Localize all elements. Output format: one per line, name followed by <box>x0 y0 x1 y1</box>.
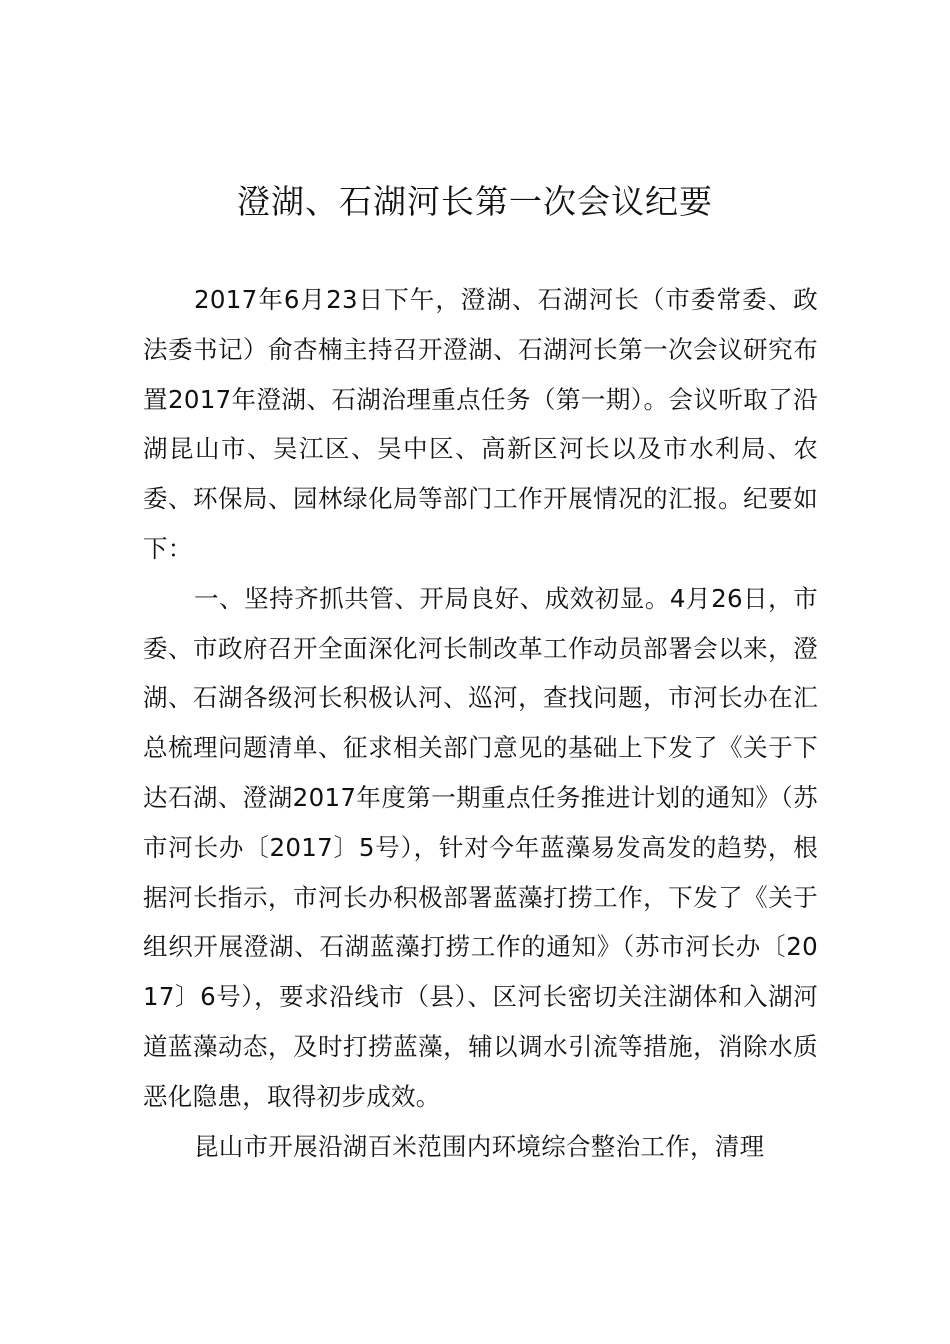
document-title: 澄湖、石湖河长第一次会议纪要 <box>237 182 713 221</box>
paragraph-meeting-overview: 2017年6月23日下午，澄湖、石湖河长（市委常委、政法委书记）俞杏楠主持召开澄湖、石湖河长第一次会议研究布置2017年澄湖、石湖治理重点任务（第一期）。会议听取了沿湖昆山市、吴江区、吴中区、高新区河长以及市水利局、农委、环保局、园林绿化局等部门工作开展情况的汇报。纪要如下： <box>143 285 818 563</box>
document-body <box>143 275 818 1171</box>
paragraph-section-one: 一、坚持齐抓共管、开局良好、成效初显。4月26日，市委、市政府召开全面深化河长制改革工作动员部署会以来，澄湖、石湖各级河长积极认河、巡河，查找问题，市河长办在汇总梳理问题清单、征求相关部门意见的基础上下发了《关于下达石湖、澄湖2017年度第一期重点任务推进计划的通知》（苏市河长办〔2017〕5号），针对今年蓝藻易发高发的趋势，根据河长指示，市河长办积极部署蓝藻打捞工作，下发了《关于组织开展澄湖、石湖蓝藻打捞工作的通知》（苏市河长办〔2017〕6号），要求沿线市（县）、区河长密切关注湖体和入湖河道蓝藻动态，及时打捞蓝藻，辅以调水引流等措施，消除水质恶化隐患，取得初步成效。 <box>143 583 818 1111</box>
paragraph-kunshan: 昆山市开展沿湖百米范围内环境综合整治工作，清理 <box>194 1131 765 1161</box>
